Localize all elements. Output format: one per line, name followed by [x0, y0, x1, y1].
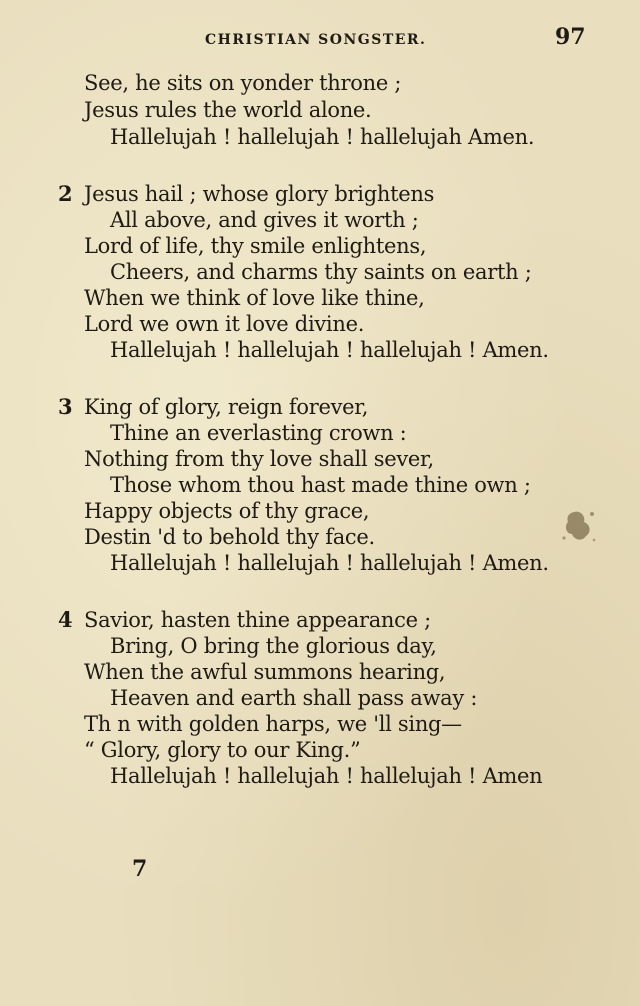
stanza-4-line-7: Hallelujah ! hallelujah ! hallelujah ! Amen	[110, 764, 543, 788]
stanza-1-line-1: See, he sits on yonder throne ;	[84, 71, 402, 95]
stanza-2-line-3: Lord of life, thy smile enlightens,	[84, 234, 427, 258]
stanza-1-line-2: Jesus rules the world alone.	[84, 98, 372, 122]
stanza-2-number: 2	[58, 181, 73, 206]
stanza-3-line-1: King of glory, reign forever,	[84, 395, 369, 419]
stanza-4-line-6: “ Glory, glory to our King.”	[84, 738, 361, 762]
stanza-3-line-7: Hallelujah ! hallelujah ! hallelujah ! Amen.	[110, 551, 549, 575]
stanza-3-line-5: Happy objects of thy grace,	[84, 499, 370, 523]
stanza-3-line-6: Destin 'd to behold thy face.	[84, 525, 375, 549]
stanza-3-line-2: Thine an everlasting crown :	[110, 421, 407, 445]
running-title: CHRISTIAN SONGSTER.	[205, 32, 427, 48]
stanza-4-line-1: Savior, hasten thine appearance ;	[84, 608, 431, 632]
stanza-2-line-2: All above, and gives it worth ;	[110, 208, 419, 232]
stanza-1-line-3: Hallelujah ! hallelujah ! hallelujah Amen.	[110, 125, 535, 149]
running-header	[0, 24, 640, 58]
stanza-2-line-6: Lord we own it love divine.	[84, 312, 365, 336]
stanza-4-number: 4	[58, 607, 73, 632]
page-number: 97	[555, 24, 586, 50]
stanza-4-line-4: Heaven and earth shall pass away :	[110, 686, 478, 710]
stanza-2-line-5: When we think of love like thine,	[84, 286, 425, 310]
stanza-2-line-4: Cheers, and charms thy saints on earth ;	[110, 260, 532, 284]
stanza-3-number: 3	[58, 394, 73, 419]
ink-blot-icon	[556, 504, 600, 550]
stanza-4-line-5: Th n with golden harps, we 'll sing—	[84, 712, 462, 736]
stanza-2-line-1: Jesus hail ; whose glory brightens	[84, 182, 435, 206]
stanza-3-line-4: Those whom thou hast made thine own ;	[110, 473, 531, 497]
stanza-3-line-3: Nothing from thy love shall sever,	[84, 447, 434, 471]
stanza-4-line-3: When the awful summons hearing,	[84, 660, 446, 684]
signature-mark: 7	[132, 856, 148, 882]
stanza-2-line-7: Hallelujah ! hallelujah ! hallelujah ! Amen.	[110, 338, 549, 362]
stanza-4-line-2: Bring, O bring the glorious day,	[110, 634, 437, 658]
